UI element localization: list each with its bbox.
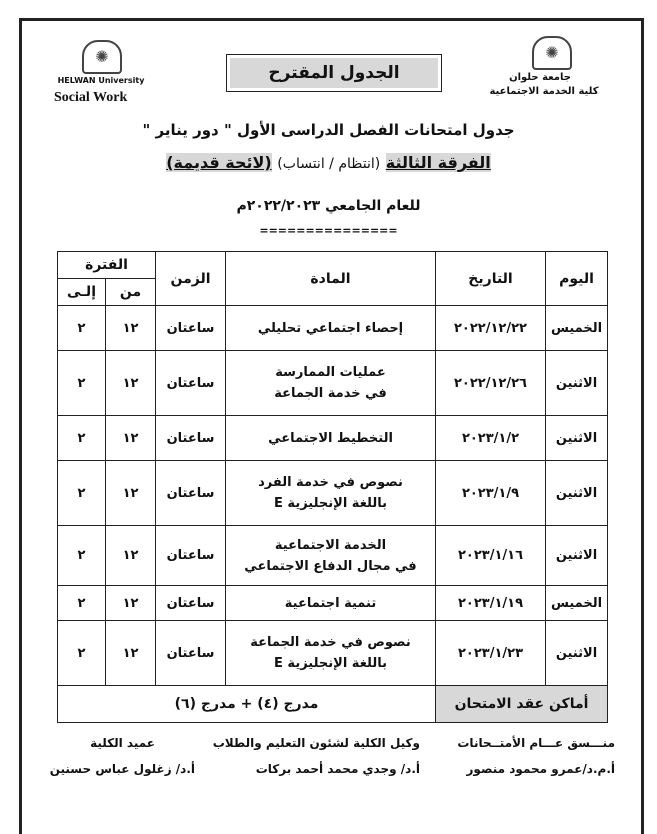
separator: =============== — [259, 224, 398, 237]
duration-cell: ساعتان — [156, 351, 226, 416]
from-cell: ١٢ — [106, 351, 156, 416]
day-cell: الاثنين — [546, 621, 608, 686]
logo-right-text: جامعة حلوان — [509, 72, 571, 83]
duration-cell: ساعتان — [156, 586, 226, 621]
subject-cell — [226, 306, 436, 351]
to-cell: ٢ — [58, 586, 106, 621]
subject-line: عمليات الممارسة — [275, 365, 386, 380]
duration-cell: ساعتان — [156, 526, 226, 586]
signature-name: أ.م.د/عمرو محمود منصور — [466, 762, 615, 776]
table-row — [58, 416, 608, 461]
header-from: من — [106, 279, 156, 306]
date-cell: ٢٠٢٣/١/١٩ — [436, 586, 546, 621]
to-cell: ٢ — [58, 351, 106, 416]
table-row — [58, 621, 608, 686]
header-subject: المادة — [226, 252, 436, 306]
day-cell: الخميس — [546, 586, 608, 621]
subject-line: نصوص في خدمة الجماعة — [250, 635, 411, 650]
helwan-logo-icon: ✺ — [82, 40, 122, 74]
subject-cell — [226, 621, 436, 686]
to-cell: ٢ — [58, 621, 106, 686]
date-cell: ٢٠٢٣/١/٩ — [436, 461, 546, 526]
logo-left-text: HELWAN University — [57, 76, 145, 85]
subject-cell — [226, 351, 436, 416]
duration-cell: ساعتان — [156, 416, 226, 461]
table-row — [58, 586, 608, 621]
venue-value: مدرج (٤) + مدرج (٦) — [58, 686, 436, 723]
signature-name: أ.د/ زغلول عباس حسنين — [49, 762, 195, 776]
header-period: الفترة — [58, 252, 156, 279]
from-cell: ١٢ — [106, 461, 156, 526]
faculty-name: كلية الخدمة الاجتماعية — [489, 86, 599, 97]
date-cell: ٢٠٢٣/١/٢ — [436, 416, 546, 461]
grade-line — [0, 153, 657, 172]
subject-line: إحصاء اجتماعي تحليلي — [257, 320, 404, 336]
subject-line-2: في مجال الدفاع الاجتماعي — [244, 558, 417, 574]
faculty-logo-icon: ✺ — [532, 36, 572, 70]
signature-name: أ.د/ وجدي محمد أحمد بركات — [255, 762, 420, 776]
header-duration: الزمن — [156, 252, 226, 306]
signature-title: منـــسق عـــام الأمتــحانات — [457, 736, 615, 750]
exam-table — [57, 251, 608, 723]
grade-label: الفرقة الثالثة — [385, 153, 491, 172]
header-day: اليوم — [546, 252, 608, 306]
day-cell: الاثنين — [546, 461, 608, 526]
from-cell: ١٢ — [106, 586, 156, 621]
from-cell: ١٢ — [106, 416, 156, 461]
subject-cell — [226, 586, 436, 621]
subject-cell — [226, 416, 436, 461]
subject-line-2: في خدمة الجماعة — [274, 386, 387, 401]
table-row — [58, 526, 608, 586]
header-to: إلـى — [58, 279, 106, 306]
subject-cell — [226, 461, 436, 526]
day-cell: الخميس — [546, 306, 608, 351]
venue-label: أماكن عقد الامتحان — [436, 686, 608, 723]
day-cell: الاثنين — [546, 351, 608, 416]
mode-label: (انتظام / انتساب) — [277, 156, 381, 172]
subject-line: تنمية اجتماعية — [284, 595, 377, 611]
page-title: الجدول المقترح — [230, 58, 438, 88]
from-cell: ١٢ — [106, 621, 156, 686]
date-cell: ٢٠٢٢/١٢/٢٢ — [436, 306, 546, 351]
date-cell: ٢٠٢٣/١/١٦ — [436, 526, 546, 586]
schedule-heading: جدول امتحانات الفصل الدراسى الأول " دور يناير " — [142, 121, 515, 139]
from-cell: ١٢ — [106, 306, 156, 351]
to-cell: ٢ — [58, 416, 106, 461]
date-cell: ٢٠٢٢/١٢/٢٦ — [436, 351, 546, 416]
subject-line: التخطيط الاجتماعي — [268, 430, 393, 446]
duration-cell: ساعتان — [156, 306, 226, 351]
from-cell: ١٢ — [106, 526, 156, 586]
date-cell: ٢٠٢٣/١/٢٣ — [436, 621, 546, 686]
subject-line-2: باللغة الإنجليزية E — [274, 496, 387, 511]
signature-block-dean — [30, 735, 195, 787]
to-cell: ٢ — [58, 306, 106, 351]
subject-cell — [226, 526, 436, 586]
to-cell: ٢ — [58, 526, 106, 586]
day-cell: الاثنين — [546, 416, 608, 461]
header-date: التاريخ — [436, 252, 546, 306]
subject-line: نصوص في خدمة الفرد — [258, 475, 403, 490]
duration-cell: ساعتان — [156, 461, 226, 526]
signature-block-vice-dean — [205, 735, 420, 787]
signature-title: وكيل الكلية لشئون التعليم والطلاب — [212, 736, 420, 750]
title-box — [226, 54, 442, 92]
table-row — [58, 461, 608, 526]
table-row — [58, 306, 608, 351]
academic-year: للعام الجامعي ٢٠٢٢/٢٠٢٣م — [236, 198, 421, 214]
social-work-label: Social Work — [54, 90, 128, 105]
signature-block-coordinator — [430, 735, 615, 787]
signature-title: عميد الكلية — [90, 736, 155, 750]
table-row — [58, 351, 608, 416]
to-cell: ٢ — [58, 461, 106, 526]
duration-cell: ساعتان — [156, 621, 226, 686]
day-cell: الاثنين — [546, 526, 608, 586]
regulation-label: (لائحة قديمة) — [166, 153, 272, 172]
subject-line: الخدمة الاجتماعية — [274, 537, 387, 553]
subject-line-2: باللغة الإنجليزية E — [274, 656, 387, 671]
